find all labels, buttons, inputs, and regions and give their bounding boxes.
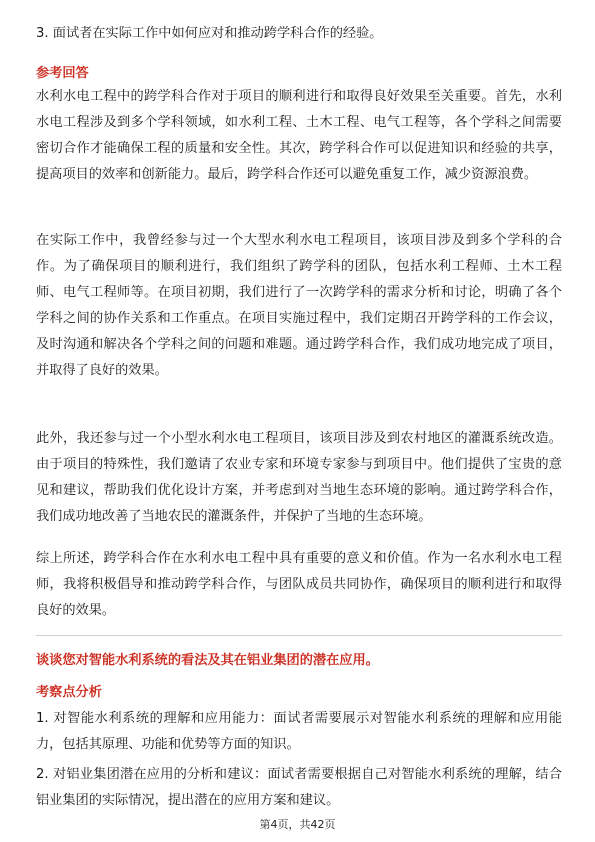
answer-paragraph-4 [36,546,562,624]
key-point-1 [36,706,562,758]
answer-paragraph-3 [36,426,562,530]
question-3: 3. 面试者在实际工作中如何应对和推动跨学科合作的经验。 [36,26,383,41]
section-divider [36,635,562,636]
paragraph-text: 水利水电工程中的跨学科合作对于项目的顺利进行和取得良好效果至关重要。首先，水利水电工程涉及到多个学科领域，如水利工程、土木工程、电气工程等，各个学科之间需要密切合作才能确保工程的质量和安全性。其次，跨学科合作可以促进知识和经验的共享，提高项目的效率和创新能力。最后，跨学科合作还可以避免重复工作，减少资源浪费。 [36,89,562,182]
paragraph-text: 在实际工作中，我曾经参与过一个大型水利水电工程项目，该项目涉及到多个学科的合作。为了确保项目的顺利进行，我们组织了跨学科的团队，包括水利工程师、土木工程师、电气工程师等。在项目初期，我们进行了一次跨学科的需求分析和讨论，明确了各个学科之间的协作关系和工作重点。在项目实施过程中，我们定期召开跨学科的工作会议，及时沟通和解决各个学科之间的问题和难题。通过跨学科合作，我们成功地完成了项目，并取得了良好的效果。 [36,233,562,378]
paragraph-text: 综上所述，跨学科合作在水利水电工程中具有重要的意义和价值。作为一名水利水电工程师，我将积极倡导和推动跨学科合作，与团队成员共同协作，确保项目的顺利进行和取得良好的效果。 [36,551,562,618]
key-points-heading: 考察点分析 [36,685,102,700]
key-point-2 [36,762,562,814]
next-question-heading: 谈谈您对智能水利系统的看法及其在铝业集团的潜在应用。 [36,653,379,668]
answer-paragraph-2 [36,228,562,384]
answer-paragraph-1 [36,84,562,188]
reference-answer-heading: 参考回答 [36,66,89,81]
paragraph-text: 1. 对智能水利系统的理解和应用能力：面试者需要展示对智能水利系统的理解和应用能力，包括其原理、功能和优势等方面的知识。 [36,711,562,752]
page-number-footer: 第4页，共42页 [259,818,336,831]
paragraph-text: 此外，我还参与过一个小型水利水电工程项目，该项目涉及到农村地区的灌溉系统改造。由于项目的特殊性，我们邀请了农业专家和环境专家参与到项目中。他们提供了宝贵的意见和建议，帮助我们优化设计方案，并考虑到对当地生态环境的影响。通过跨学科合作，我们成功地改善了当地农民的灌溉条件，并保护了当地的生态环境。 [36,431,562,524]
paragraph-text: 2. 对铝业集团潜在应用的分析和建议：面试者需要根据自己对智能水利系统的理解，结合铝业集团的实际情况，提出潜在的应用方案和建议。 [36,767,562,808]
